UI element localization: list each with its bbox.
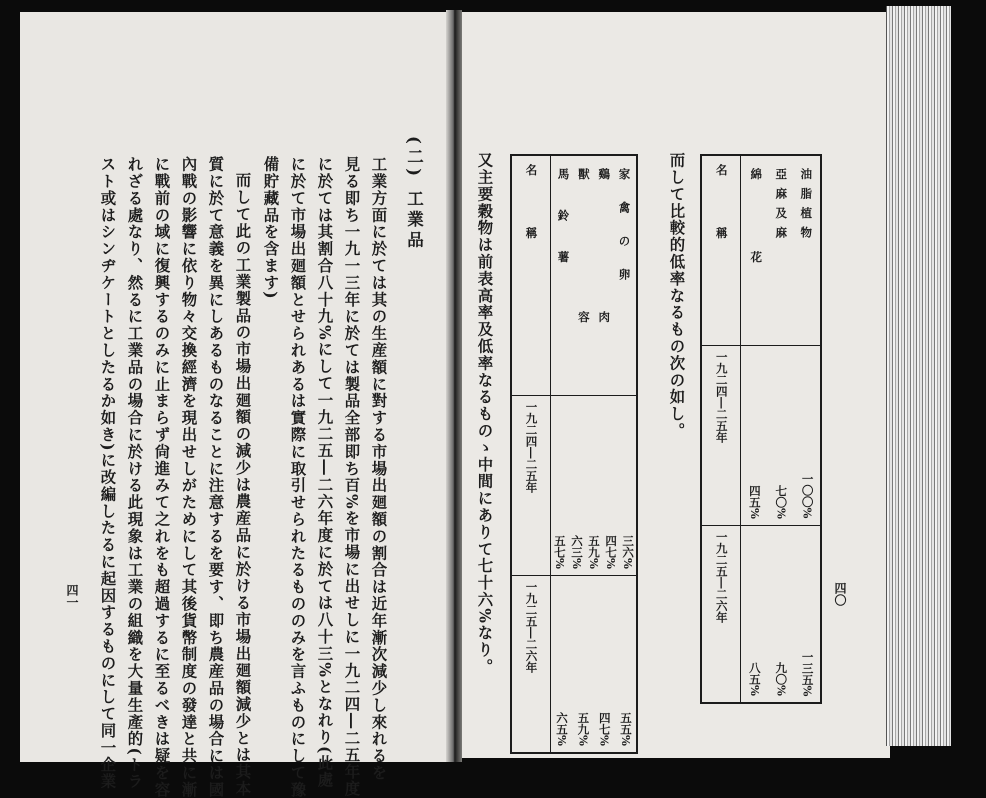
values-cell (550, 395, 637, 575)
header-year: 一九二四―二五年 (524, 400, 539, 493)
text-line: スト或はシンヂケートとしたるか如き)に改編したるに起因するものにして同一企業 (98, 156, 117, 791)
item-name: 綿 花 (749, 168, 764, 293)
left-page (20, 12, 446, 798)
year-header-cell (701, 345, 741, 525)
text-line: 工業方面に於ては其の生産額に對する市場出廻額の割合は近年漸次減少し來れるを (369, 156, 388, 782)
item-name: 獸 容 (576, 168, 591, 383)
item-name: 家禽の卵 (617, 168, 632, 302)
item-name: 鷄 肉 (597, 168, 612, 383)
book-gutter (446, 10, 462, 762)
header-year: 一九二五―二六年 (524, 580, 539, 673)
text-line: に戰前の域に復興するのみに止まらず尙進みて之れをも超過するに至るべきは疑を容 (152, 156, 171, 798)
item-name: 油脂植物 (799, 168, 814, 246)
text-line: 備貯藏品を含ます) (261, 156, 280, 300)
text-line: 質に於て意義を異にしあるものなることに注意するを要す、即ち農産品の場合には國 (206, 156, 225, 798)
value: 四五% (747, 484, 762, 519)
value: 六五% (555, 712, 569, 746)
items-cell (550, 155, 637, 395)
table-header-cell (511, 155, 550, 395)
value: 八五% (747, 662, 762, 696)
value: 五五% (619, 712, 634, 746)
text-line: 內戰の影響に依り物々交換經濟を現出せしがためにして其後貨幣制度の發達と共に漸 (179, 156, 198, 798)
values-cell (550, 575, 637, 753)
low-rate-table (700, 154, 822, 704)
value: 四七% (597, 712, 612, 746)
value: 九〇% (774, 662, 789, 696)
value: 五九% (587, 534, 602, 569)
closing-text: 又主要穀物は前表高率及低率なるものゝ中間にありて七十六%なり。 (475, 152, 494, 676)
text-line: に於ては其割合八十九%にして一九二五―二六年度に於ては八十三%となれり(此處 (315, 156, 334, 789)
values-cell (741, 345, 821, 525)
year-header-cell (701, 525, 741, 703)
item-name: 馬鈴薯 (556, 168, 571, 293)
value: 五七% (552, 534, 567, 569)
values-cell (741, 525, 821, 703)
book-page-edges (886, 6, 951, 746)
page-number: 四一 (65, 584, 79, 608)
value: 一〇〇% (800, 473, 815, 519)
right-page (462, 12, 890, 758)
header-year: 一九二四―二五年 (714, 350, 729, 443)
table-header-cell (701, 155, 741, 345)
text-line: 而して此の工業製品の市場出廻額の減少は農産品に於ける市場出廻額減少とは其本 (233, 172, 252, 798)
page-number: 四〇 (833, 582, 847, 606)
header-name: 名 稱 (524, 164, 539, 259)
comparison-table (510, 154, 638, 754)
section-heading: (二) 工業品 (404, 136, 424, 252)
year-header-cell (511, 395, 550, 575)
header-name: 名 稱 (714, 164, 729, 259)
items-cell (741, 155, 821, 345)
value: 五九% (576, 712, 591, 746)
text-line: 見る即ち一九一三年に於ては製品全部即ち百%を市場に出せしに一九二四―二五年度 (342, 156, 361, 798)
text-line: に於て市場出廻額とせられあるは實際に取引せられたるもののみを言ふものにして豫 (288, 156, 307, 798)
value: 一三五% (800, 650, 815, 696)
item-name: 亞麻及麻 (774, 168, 789, 246)
intro-text: 而して比較的低率なるもの次の如し。 (667, 152, 686, 440)
header-year: 一九二五―二六年 (714, 530, 729, 623)
value: 六三% (569, 534, 584, 569)
value: 四七% (604, 534, 619, 569)
year-header-cell (511, 575, 550, 753)
value: 三六% (621, 534, 636, 569)
text-line: れざる處なり、然るに工業品の場合に於ける此現象は工業の組織を大量生產的(トラ (125, 156, 144, 791)
value: 七〇% (774, 484, 789, 519)
